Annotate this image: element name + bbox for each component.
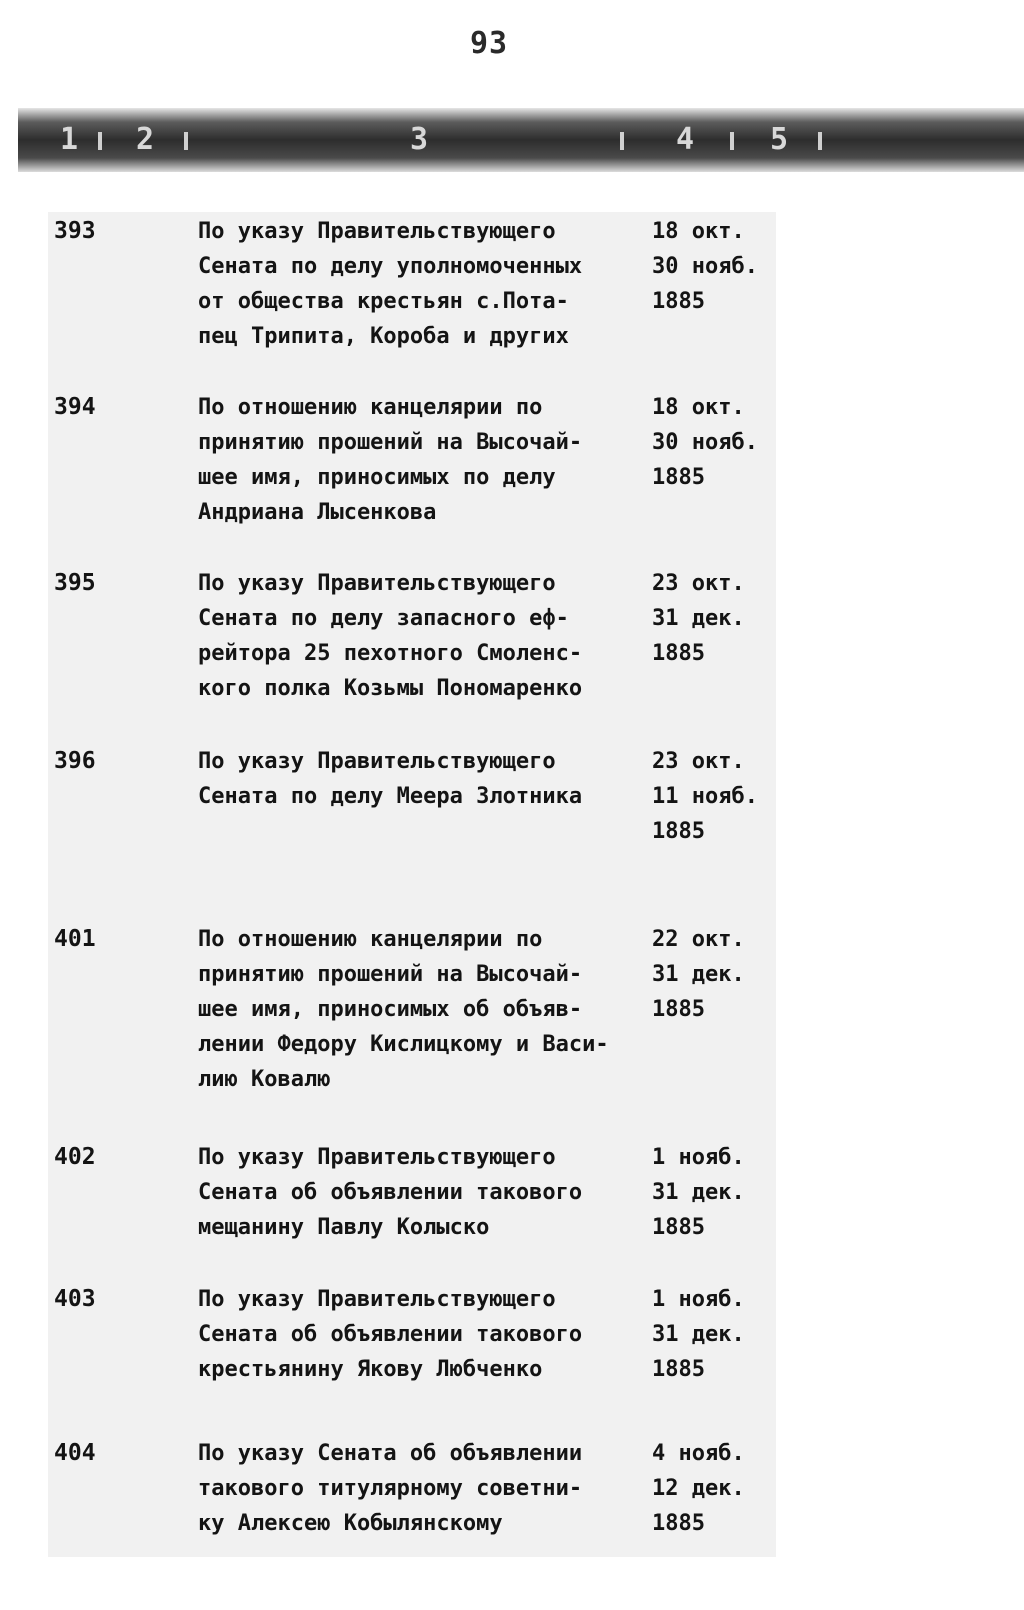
entry-number: 403 <box>54 1286 96 1312</box>
column-separator <box>730 132 734 150</box>
description-line: Сената по делу запасного еф- <box>198 606 569 631</box>
entry-description <box>198 922 658 1097</box>
entry-dates <box>652 744 772 849</box>
column-separator <box>98 132 102 150</box>
entry-dates <box>652 1140 772 1245</box>
entry-number: 402 <box>54 1144 96 1170</box>
description-line: пец Трипита, Короба и других <box>198 324 569 349</box>
description-line: Сената об объявлении такового <box>198 1322 583 1347</box>
description-line: шее имя, приносимых об объяв- <box>198 997 583 1022</box>
column-number-strip <box>18 108 1024 172</box>
description-line: от общества крестьян с.Пота- <box>198 289 569 314</box>
description-line: По указу Сената об объявлении <box>198 1441 583 1466</box>
entry-description <box>198 1140 658 1245</box>
description-line: рейтора 25 пехотного Смоленс- <box>198 641 583 666</box>
entry-dates <box>652 566 772 671</box>
description-line: крестьянину Якову Любченко <box>198 1357 543 1382</box>
entry-number: 393 <box>54 218 96 244</box>
entry-description <box>198 390 658 530</box>
entry-dates <box>652 1282 772 1387</box>
date-line: 1 нояб. <box>652 1287 745 1312</box>
description-line: принятию прошений на Высочай- <box>198 430 583 455</box>
column-number-2: 2 <box>136 122 155 157</box>
date-line: 23 окт. <box>652 749 745 774</box>
description-line: лию Ковалю <box>198 1067 331 1092</box>
entry-description <box>198 214 658 354</box>
description-line: Сената по делу Меера Злотника <box>198 784 583 809</box>
date-line: 30 нояб. <box>652 254 758 279</box>
date-line: 18 окт. <box>652 395 745 420</box>
date-line: 23 окт. <box>652 571 745 596</box>
entry-description <box>198 744 658 814</box>
description-line: По указу Правительствующего <box>198 749 556 774</box>
description-line: Сената об объявлении такового <box>198 1180 583 1205</box>
entry-number: 394 <box>54 394 96 420</box>
date-line: 1 нояб. <box>652 1145 745 1170</box>
entry-number: 395 <box>54 570 96 596</box>
description-line: Сената по делу уполномоченных <box>198 254 583 279</box>
description-line: лении Федору Кислицкому и Васи- <box>198 1032 609 1057</box>
date-line: 1885 <box>652 289 705 314</box>
entry-dates <box>652 390 772 495</box>
description-line: По указу Правительствующего <box>198 1145 556 1170</box>
date-line: 12 дек. <box>652 1476 745 1501</box>
description-line: Андриана Лысенкова <box>198 500 437 525</box>
description-line: мещанину Павлу Колыско <box>198 1215 490 1240</box>
entry-description <box>198 1282 658 1387</box>
date-line: 1885 <box>652 997 705 1022</box>
date-line: 1885 <box>652 819 705 844</box>
column-number-1: 1 <box>60 122 79 157</box>
description-line: По указу Правительствующего <box>198 1287 556 1312</box>
date-line: 1885 <box>652 641 705 666</box>
date-line: 11 нояб. <box>652 784 758 809</box>
date-line: 31 дек. <box>652 1180 745 1205</box>
description-line: ку Алексею Кобылянскому <box>198 1511 503 1536</box>
entry-number: 404 <box>54 1440 96 1466</box>
date-line: 31 дек. <box>652 962 745 987</box>
description-line: кого полка Козьмы Пономаренко <box>198 676 583 701</box>
entry-number: 396 <box>54 748 96 774</box>
description-line: По указу Правительствующего <box>198 571 556 596</box>
date-line: 31 дек. <box>652 606 745 631</box>
description-line: такового титулярному советни- <box>198 1476 583 1501</box>
date-line: 1885 <box>652 465 705 490</box>
column-separator <box>620 132 624 150</box>
column-number-4: 4 <box>676 122 695 157</box>
column-separator <box>818 132 822 150</box>
date-line: 1885 <box>652 1357 705 1382</box>
date-line: 18 окт. <box>652 219 745 244</box>
date-line: 22 окт. <box>652 927 745 952</box>
description-line: По отношению канцелярии по <box>198 927 543 952</box>
entry-description <box>198 566 658 706</box>
column-number-3: 3 <box>410 122 429 157</box>
date-line: 4 нояб. <box>652 1441 745 1466</box>
entry-dates <box>652 214 772 319</box>
date-line: 1885 <box>652 1215 705 1240</box>
date-line: 30 нояб. <box>652 430 758 455</box>
description-line: По указу Правительствующего <box>198 219 556 244</box>
entry-dates <box>652 922 772 1027</box>
page-number: 93 <box>470 26 509 61</box>
description-line: шее имя, приносимых по делу <box>198 465 556 490</box>
description-line: По отношению канцелярии по <box>198 395 543 420</box>
entry-number: 401 <box>54 926 96 952</box>
column-number-5: 5 <box>770 122 789 157</box>
date-line: 31 дек. <box>652 1322 745 1347</box>
entry-dates <box>652 1436 772 1541</box>
description-line: принятию прошений на Высочай- <box>198 962 583 987</box>
column-separator <box>184 132 188 150</box>
entry-description <box>198 1436 658 1541</box>
date-line: 1885 <box>652 1511 705 1536</box>
